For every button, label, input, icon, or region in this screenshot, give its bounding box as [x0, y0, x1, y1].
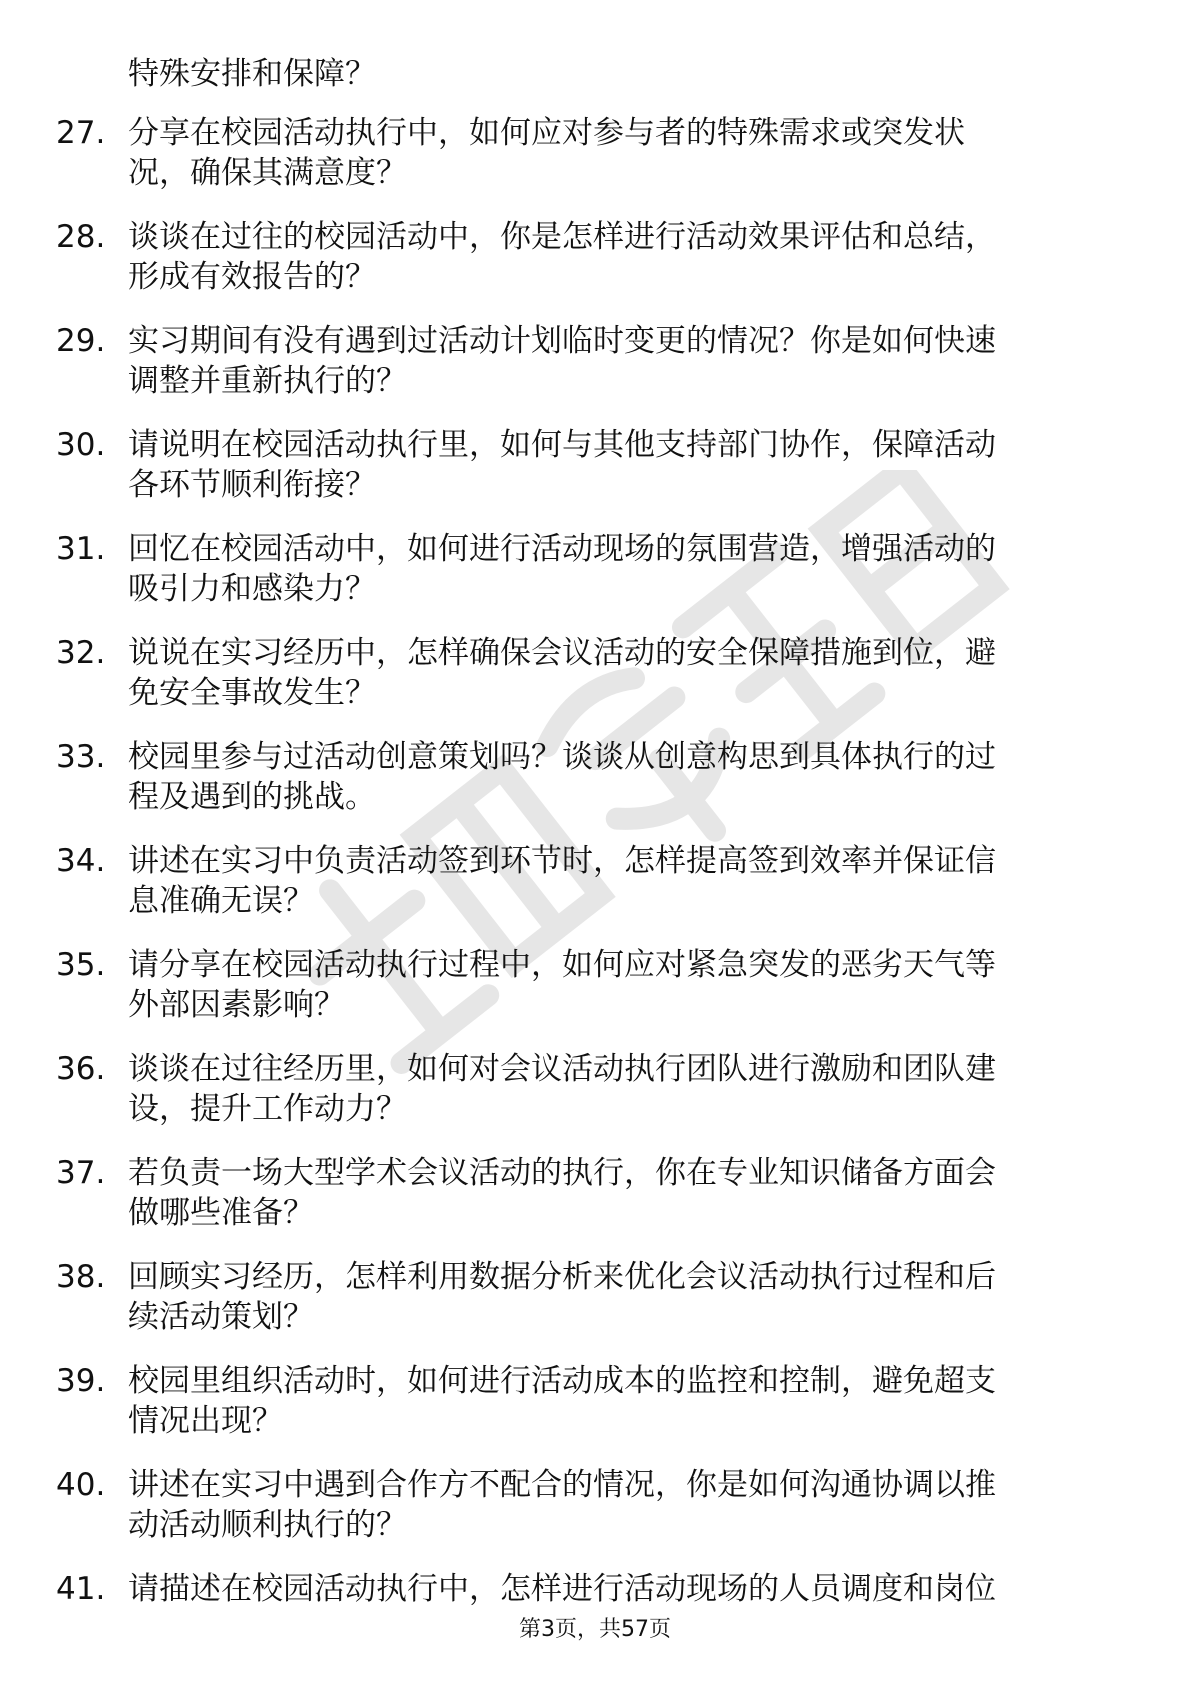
question-number: 33.	[56, 739, 106, 775]
question-text	[128, 1153, 1118, 1233]
question-number: 32.	[56, 635, 106, 671]
question-text-line: 回顾实习经历，怎样利用数据分析来优化会议活动执行过程和后	[128, 1259, 996, 1295]
question-number: 39.	[56, 1363, 106, 1399]
question-text	[128, 945, 1118, 1025]
question-text-line: 请分享在校园活动执行过程中，如何应对紧急突发的恶劣天气等	[128, 947, 996, 983]
question-text	[128, 1257, 1118, 1337]
question-text-line: 续活动策划？	[128, 1299, 314, 1335]
question-text	[128, 529, 1118, 609]
question-text-line: 设，提升工作动力？	[128, 1091, 407, 1127]
question-number: 31.	[56, 531, 106, 567]
question-text-line: 免安全事故发生？	[128, 675, 376, 711]
question-number: 40.	[56, 1467, 106, 1503]
question-text-line: 情况出现？	[128, 1403, 283, 1439]
question-text-line: 回忆在校园活动中，如何进行活动现场的氛围营造，增强活动的	[128, 531, 996, 567]
question-text	[128, 737, 1118, 817]
question-number: 37.	[56, 1155, 106, 1191]
question-text	[128, 633, 1118, 713]
question-text	[128, 1049, 1118, 1129]
question-text	[128, 1569, 1118, 1609]
question-text	[128, 321, 1118, 401]
question-text-line: 请描述在校园活动执行中，怎样进行活动现场的人员调度和岗位	[128, 1571, 996, 1607]
question-text-line: 实习期间有没有遇到过活动计划临时变更的情况？你是如何快速	[128, 323, 996, 359]
continued-question-text: 特殊安排和保障？	[128, 56, 376, 92]
question-text-line: 形成有效报告的？	[128, 259, 376, 295]
question-number: 41.	[56, 1571, 106, 1607]
question-text	[128, 1465, 1118, 1545]
question-number: 30.	[56, 427, 106, 463]
question-text-line: 做哪些准备？	[128, 1195, 314, 1231]
question-text-line: 校园里参与过活动创意策划吗？谈谈从创意构思到具体执行的过	[128, 739, 996, 775]
question-text-line: 动活动顺利执行的？	[128, 1507, 407, 1543]
question-text-line: 谈谈在过往经历里，如何对会议活动执行团队进行激励和团队建	[128, 1051, 996, 1087]
question-text-line: 讲述在实习中遇到合作方不配合的情况，你是如何沟通协调以推	[128, 1467, 996, 1503]
question-text	[128, 841, 1118, 921]
page-number-footer: 第3页，共57页	[519, 1617, 671, 1642]
question-text-line: 请说明在校园活动执行里，如何与其他支持部门协作，保障活动	[128, 427, 996, 463]
question-text-line: 外部因素影响？	[128, 987, 345, 1023]
question-text-line: 分享在校园活动执行中，如何应对参与者的特殊需求或突发状	[128, 115, 965, 151]
question-text	[128, 1361, 1118, 1441]
question-text-line: 息准确无误？	[128, 883, 314, 919]
question-text-line: 吸引力和感染力？	[128, 571, 376, 607]
question-number: 28.	[56, 219, 106, 255]
question-number: 38.	[56, 1259, 106, 1295]
question-text-line: 讲述在实习中负责活动签到环节时，怎样提高签到效率并保证信	[128, 843, 996, 879]
question-text-line: 调整并重新执行的？	[128, 363, 407, 399]
question-text	[128, 217, 1118, 297]
question-text-line: 各环节顺利衔接？	[128, 467, 376, 503]
question-text-line: 谈谈在过往的校园活动中，你是怎样进行活动效果评估和总结，	[128, 219, 996, 255]
question-text-line: 况，确保其满意度？	[128, 155, 407, 191]
question-text-line: 校园里组织活动时，如何进行活动成本的监控和控制，避免超支	[128, 1363, 996, 1399]
question-text	[128, 425, 1118, 505]
question-text-line: 说说在实习经历中，怎样确保会议活动的安全保障措施到位，避	[128, 635, 996, 671]
question-number: 34.	[56, 843, 106, 879]
question-text	[128, 113, 1118, 193]
question-number: 35.	[56, 947, 106, 983]
question-text-line: 若负责一场大型学术会议活动的执行，你在专业知识储备方面会	[128, 1155, 996, 1191]
question-number: 27.	[56, 115, 106, 151]
question-text-line: 程及遇到的挑战。	[128, 779, 376, 815]
question-number: 36.	[56, 1051, 106, 1087]
question-number: 29.	[56, 323, 106, 359]
